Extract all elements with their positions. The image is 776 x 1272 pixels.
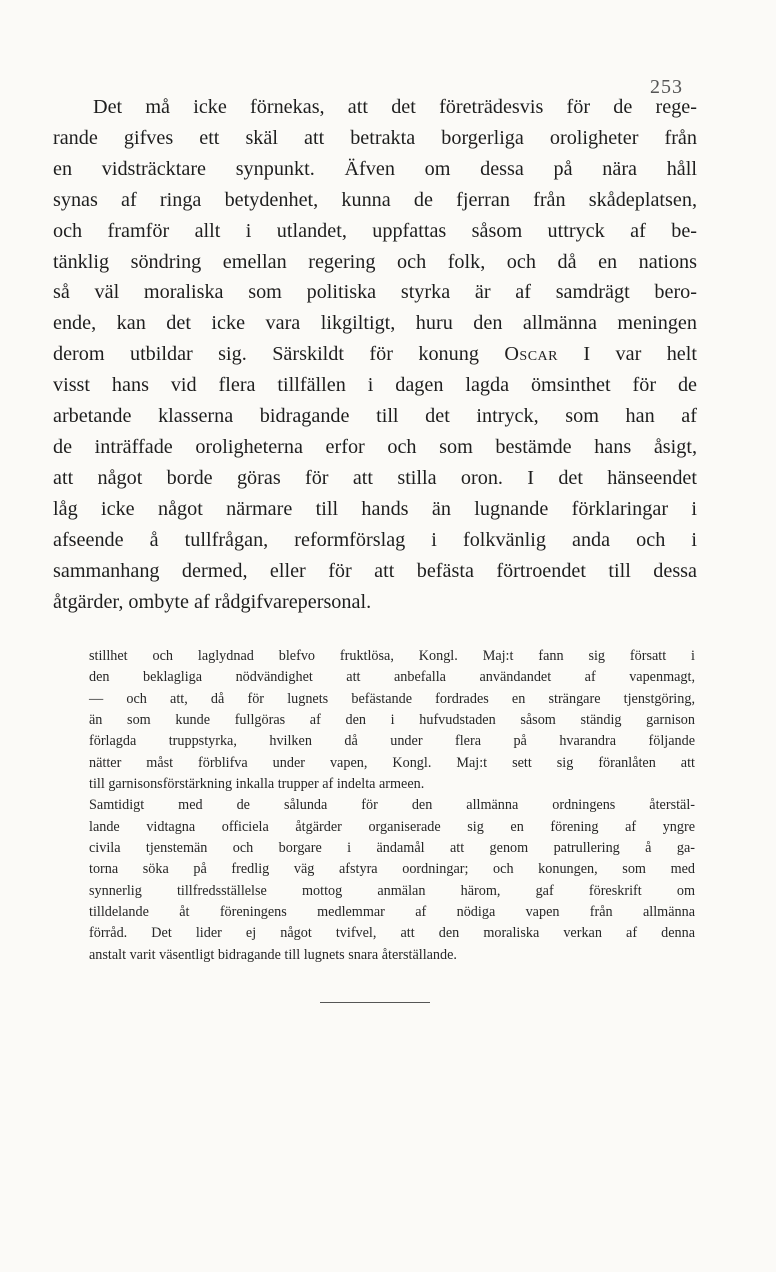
main-text-line: så väl moraliska som politiska styrka är af samdrägt bero- bbox=[53, 281, 697, 304]
main-text-line: Det må icke förnekas, att det företrädesvis för de rege- bbox=[93, 96, 697, 118]
main-text-line: att något borde göras för att stilla oron. I det hänseendet bbox=[53, 466, 697, 489]
main-text-line: rande gifves ett skäl att betrakta borgerliga oroligheter från bbox=[53, 126, 697, 149]
main-text-line: en vidsträcktare synpunkt. Äfven om dessa på nära håll bbox=[53, 157, 697, 180]
footnote-line: stillhet och laglydnad blefvo fruktlösa, Kongl. Maj:t fann sig försatt i bbox=[89, 648, 695, 664]
footnote-line: till garnisonsförstärkning inkalla trupper af indelta armeen. bbox=[89, 776, 425, 793]
footnote-block bbox=[89, 646, 695, 966]
footnote-line: den beklagliga nödvändighet att anbefalla användandet af vapenmagt, bbox=[89, 669, 695, 686]
main-text-line: och framför allt i utlandet, uppfattas såsom uttryck af be- bbox=[53, 219, 697, 242]
footnote-line: än som kunde fullgöras af den i hufvudstaden såsom ständig garnison bbox=[89, 712, 695, 729]
main-text-line: visst hans vid flera tillfällen i dagen lagda ömsinthet för de bbox=[53, 374, 697, 397]
footnote-line: torna söka på fredlig väg afstyra oordningar; och konungen, som med bbox=[89, 861, 695, 878]
main-text-fragment: derom utbildar sig. Särskildt för konung bbox=[53, 343, 505, 366]
main-text-line: de inträffade oroligheterna erfor och som bestämde hans åsigt, bbox=[53, 435, 697, 458]
main-text-line: synas af ringa betydenhet, kunna de fjerran från skådeplatsen, bbox=[53, 188, 697, 211]
main-text-line: arbetande klasserna bidragande till det intryck, som han af bbox=[53, 405, 697, 428]
footnote-line: — och att, då för lugnets befästande fordrades en strängare tjenstgöring, bbox=[89, 690, 695, 707]
footnote-line: förråd. Det lider ej något tvifvel, att den moraliska verkan af denna bbox=[89, 925, 695, 942]
footnote-line: civila tjenstemän och borgare i ändamål att genom patrullering å ga- bbox=[89, 840, 695, 857]
main-text-line: ende, kan det icke vara likgiltigt, huru den allmänna meningen bbox=[53, 312, 697, 335]
end-rule bbox=[320, 1002, 430, 1003]
main-text-line: låg icke något närmare till hands än lugnande förklaringar i bbox=[53, 497, 697, 520]
main-text-line: tänklig söndring emellan regering och folk, och då en nations bbox=[53, 250, 697, 273]
main-text-line: åtgärder, ombyte af rådgifvarepersonal. bbox=[53, 590, 372, 613]
footnote-line: nätter måst förblifva under vapen, Kongl. Maj:t sett sig föranlåten att bbox=[89, 754, 695, 771]
main-text-line: afseende å tullfrågan, reformförslag i folkvänlig anda och i bbox=[53, 528, 697, 551]
main-text-fragment: I var helt bbox=[557, 343, 697, 366]
footnote-line: synnerlig tillfredsställelse mottog anmälan härom, gaf föreskrift om bbox=[89, 882, 695, 899]
footnote-line: förlagda truppstyrka, hvilken då under flera på hvarandra följande bbox=[89, 733, 695, 750]
page-number: 253 bbox=[650, 76, 683, 98]
main-text-line-with-name bbox=[53, 339, 697, 370]
footnote-line: lande vidtagna officiela åtgärder organiserade sig en förening af yngre bbox=[89, 818, 695, 835]
main-text-block bbox=[53, 92, 697, 617]
main-text-line: sammanhang dermed, eller för att befästa förtroendet till dessa bbox=[53, 559, 697, 582]
footnote-line: Samtidigt med de sålunda för den allmänna ordningens återstäl- bbox=[89, 797, 695, 814]
footnote-line: tilldelande åt föreningens medlemmar af nödiga vapen från allmänna bbox=[89, 904, 695, 921]
footnote-line: anstalt varit väsentligt bidragande till lugnets snara återställande. bbox=[89, 946, 457, 963]
king-name: Oscar bbox=[504, 343, 558, 366]
